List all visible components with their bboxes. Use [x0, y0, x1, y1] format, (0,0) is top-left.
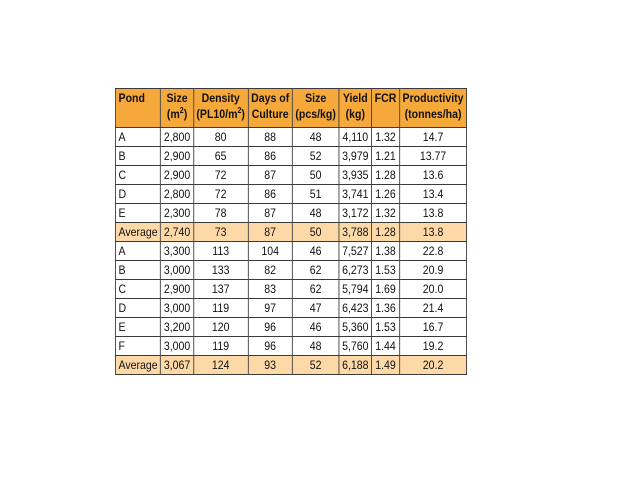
- cell-prod: 19.2: [399, 337, 466, 356]
- cell-pcs: 48: [292, 204, 339, 223]
- cell-density: 137: [193, 280, 248, 299]
- cell-density: 65: [193, 147, 248, 166]
- cell-pond: E: [115, 318, 160, 337]
- cell-days: 87: [248, 204, 292, 223]
- cell-fcr: 1.32: [372, 204, 400, 223]
- pond-data-table: [115, 88, 467, 375]
- cell-days: 83: [248, 280, 292, 299]
- cell-size: 2,800: [161, 128, 194, 147]
- col-header-productivity: Productivity (tonnes/ha): [399, 89, 466, 128]
- table-row: [115, 185, 466, 204]
- cell-pond: Average: [115, 356, 160, 375]
- cell-yield: 5,360: [339, 318, 372, 337]
- cell-density: 73: [193, 223, 248, 242]
- cell-pcs: 48: [292, 337, 339, 356]
- cell-size: 3,300: [161, 242, 194, 261]
- cell-days: 87: [248, 166, 292, 185]
- table-row: [115, 204, 466, 223]
- cell-prod: 13.8: [399, 223, 466, 242]
- cell-yield: 4,110: [339, 128, 372, 147]
- cell-fcr: 1.28: [372, 223, 400, 242]
- cell-days: 93: [248, 356, 292, 375]
- cell-yield: 5,760: [339, 337, 372, 356]
- cell-size: 3,000: [161, 337, 194, 356]
- col-header-fcr: FCR: [372, 89, 400, 128]
- cell-pond: D: [115, 185, 160, 204]
- cell-prod: 16.7: [399, 318, 466, 337]
- cell-yield: 3,788: [339, 223, 372, 242]
- cell-size: 3,200: [161, 318, 194, 337]
- cell-density: 119: [193, 337, 248, 356]
- col-header-pond: Pond: [115, 89, 160, 128]
- cell-pcs: 51: [292, 185, 339, 204]
- cell-yield: 7,527: [339, 242, 372, 261]
- header-row: [115, 89, 466, 128]
- cell-density: 133: [193, 261, 248, 280]
- cell-fcr: 1.36: [372, 299, 400, 318]
- cell-pond: A: [115, 128, 160, 147]
- cell-fcr: 1.28: [372, 166, 400, 185]
- cell-yield: 6,188: [339, 356, 372, 375]
- table-row: [115, 147, 466, 166]
- cell-prod: 21.4: [399, 299, 466, 318]
- cell-days: 82: [248, 261, 292, 280]
- table-row: [115, 280, 466, 299]
- cell-yield: 5,794: [339, 280, 372, 299]
- average-row: [115, 223, 466, 242]
- cell-pond: A: [115, 242, 160, 261]
- col-header-size-pcs: Size (pcs/kg): [292, 89, 339, 128]
- col-header-days-of-culture: Days of Culture: [248, 89, 292, 128]
- cell-yield: 6,273: [339, 261, 372, 280]
- cell-prod: 13.6: [399, 166, 466, 185]
- cell-fcr: 1.53: [372, 318, 400, 337]
- col-header-size: Size $(m^2)$: [161, 89, 194, 128]
- cell-density: 113: [193, 242, 248, 261]
- cell-pond: E: [115, 204, 160, 223]
- cell-prod: 13.8: [399, 204, 466, 223]
- table-row: [115, 166, 466, 185]
- cell-yield: 3,979: [339, 147, 372, 166]
- cell-size: 2,740: [161, 223, 194, 242]
- cell-size: 2,300: [161, 204, 194, 223]
- table-row: [115, 128, 466, 147]
- cell-pcs: 46: [292, 318, 339, 337]
- cell-yield: 6,423: [339, 299, 372, 318]
- cell-days: 96: [248, 337, 292, 356]
- table-row: [115, 299, 466, 318]
- cell-pond: F: [115, 337, 160, 356]
- col-header-yield: Yield (kg): [339, 89, 372, 128]
- col-header-density: Density $(PL10/m^2)$: [193, 89, 248, 128]
- cell-prod: 20.2: [399, 356, 466, 375]
- cell-pond: Average: [115, 223, 160, 242]
- cell-yield: 3,935: [339, 166, 372, 185]
- cell-pcs: 46: [292, 242, 339, 261]
- table-row: [115, 337, 466, 356]
- cell-density: 78: [193, 204, 248, 223]
- cell-prod: 13.4: [399, 185, 466, 204]
- cell-fcr: 1.53: [372, 261, 400, 280]
- cell-density: 72: [193, 166, 248, 185]
- cell-pond: D: [115, 299, 160, 318]
- cell-days: 97: [248, 299, 292, 318]
- cell-prod: 13.77: [399, 147, 466, 166]
- average-row: [115, 356, 466, 375]
- cell-days: 86: [248, 147, 292, 166]
- cell-prod: 20.9: [399, 261, 466, 280]
- table-row: [115, 242, 466, 261]
- cell-fcr: 1.21: [372, 147, 400, 166]
- cell-fcr: 1.69: [372, 280, 400, 299]
- cell-size: 2,900: [161, 280, 194, 299]
- cell-days: 96: [248, 318, 292, 337]
- cell-pcs: 50: [292, 223, 339, 242]
- cell-pcs: 50: [292, 166, 339, 185]
- cell-pcs: 47: [292, 299, 339, 318]
- cell-days: 87: [248, 223, 292, 242]
- cell-days: 104: [248, 242, 292, 261]
- cell-density: 120: [193, 318, 248, 337]
- cell-size: 3,067: [161, 356, 194, 375]
- table-row: [115, 318, 466, 337]
- cell-fcr: 1.32: [372, 128, 400, 147]
- cell-fcr: 1.26: [372, 185, 400, 204]
- cell-pond: B: [115, 147, 160, 166]
- cell-yield: 3,172: [339, 204, 372, 223]
- cell-density: 119: [193, 299, 248, 318]
- cell-density: 124: [193, 356, 248, 375]
- cell-pcs: 48: [292, 128, 339, 147]
- cell-yield: 3,741: [339, 185, 372, 204]
- cell-pcs: 62: [292, 280, 339, 299]
- cell-pond: C: [115, 280, 160, 299]
- cell-pcs: 52: [292, 356, 339, 375]
- cell-density: 80: [193, 128, 248, 147]
- cell-size: 2,800: [161, 185, 194, 204]
- cell-days: 88: [248, 128, 292, 147]
- cell-fcr: 1.44: [372, 337, 400, 356]
- cell-fcr: 1.38: [372, 242, 400, 261]
- cell-days: 86: [248, 185, 292, 204]
- table-row: [115, 261, 466, 280]
- cell-size: 3,000: [161, 261, 194, 280]
- cell-fcr: 1.49: [372, 356, 400, 375]
- cell-pond: C: [115, 166, 160, 185]
- cell-pcs: 52: [292, 147, 339, 166]
- cell-size: 3,000: [161, 299, 194, 318]
- cell-size: 2,900: [161, 147, 194, 166]
- cell-prod: 20.0: [399, 280, 466, 299]
- cell-density: 72: [193, 185, 248, 204]
- cell-prod: 22.8: [399, 242, 466, 261]
- cell-size: 2,900: [161, 166, 194, 185]
- cell-pcs: 62: [292, 261, 339, 280]
- cell-prod: 14.7: [399, 128, 466, 147]
- cell-pond: B: [115, 261, 160, 280]
